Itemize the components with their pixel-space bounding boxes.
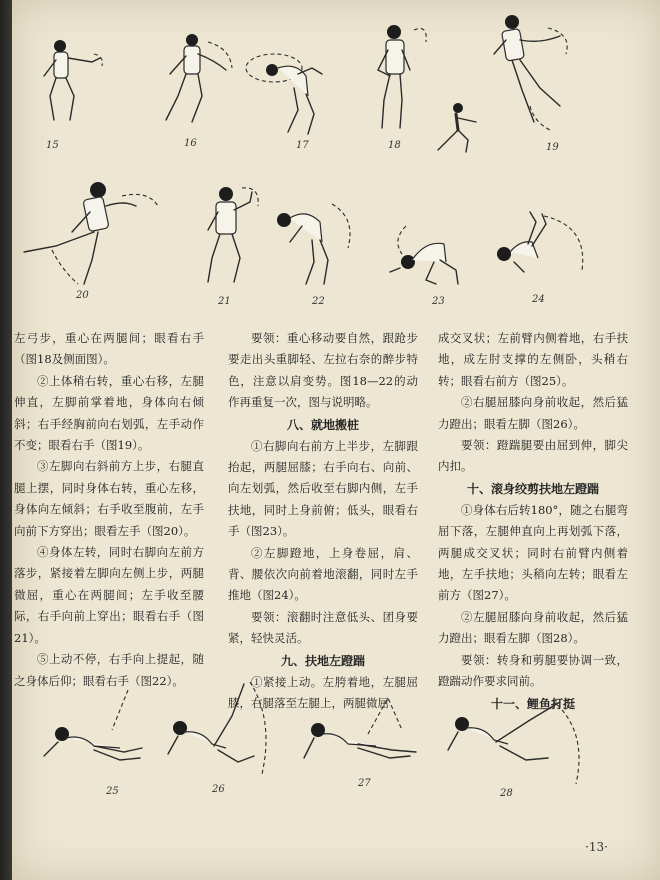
paragraph: ④身体左转，同时右脚向左前方落步，紧接着左脚向左侧上步，两腿微屈，重心在两腿间；左手收至腰际，右手向前上穿出；眼看右手（图21）。 [14,545,204,645]
figure-label: 16 [184,138,197,149]
page-number: ·13· [585,840,608,854]
figure-23 [382,210,482,310]
figure-label: 23 [432,296,445,307]
figure-label: 15 [46,140,59,151]
section-heading: 十、滚身绞剪扶地左蹬踹 [466,481,599,496]
figure-18 [362,20,442,154]
figure-label: 27 [358,778,371,789]
figure-20 [12,176,172,306]
figure-25 [32,690,162,800]
figure-16 [152,30,242,154]
paragraph: 要领：重心移动要自然，跟跄步要走出头重脚轻、左拉右奈的醉步特色，注意以肩变势。图18—22的动作再重复一次，图与说明略。 [228,331,418,410]
section-heading: 十一、鲤鱼打挺 [490,696,575,711]
figure-27 [298,694,428,800]
paragraph: ②右腿屈膝向身前收起，然后猛力蹬出；眼看左脚（图26）。 [438,395,628,431]
text-column-right [438,328,628,715]
figure-label: 19 [546,142,559,153]
paragraph: ⑤上动不停，右手向上提起，随之身体后仰；眼看右手（图22）。 [14,652,204,688]
text-column-middle [228,328,418,715]
figure-label: 21 [218,296,231,307]
paragraph: ①身体右后转180°，随之右腿弯屈下落，左腿伸直向上再划弧下落，两腿成交叉状；同时右前臂内侧着地，左手扶地；头稍向左转；眼看左前方（图27）。 [438,502,628,603]
section-heading: 九、扶地左蹬踹 [280,653,365,668]
book-page [12,0,660,880]
paragraph: 左弓步，重心在两腿间；眼看右手（图18及侧面图）。 [14,331,204,367]
paragraph: 要领：转身和剪腿要协调一致，蹬踹动作要求同前。 [438,652,628,689]
figure-21 [190,182,270,308]
figure-17 [242,48,342,154]
paragraph: ③左脚向右斜前方上步，右腿直腿上摆，同时身体右转，重心左移，身体向左倾斜；右手收至腹前，左手向前下方穿出；眼看左手（图20）。 [14,459,204,538]
figure-label: 24 [532,294,545,305]
paragraph: ②左腿屈膝向身前收起，然后猛力蹬出；眼看左脚（图28）。 [438,609,628,646]
paragraph: ②左脚蹬地，上身卷屈，肩、背、腰依次向前着地滚翻，同时左手推地（图24）。 [228,545,418,603]
figure-label: 17 [296,140,309,151]
figure-label: 26 [212,784,225,795]
paragraph: ①右脚向右前方上半步，左脚跟抬起，两腿屈膝；右手向右、向前、向左划弧，然后收至右脚内侧，左手扶地，同时上身前俯；低头，眼看右手（图23）。 [228,438,418,539]
text-column-left [14,328,204,692]
figure-15 [34,36,124,154]
figure-18-side-view [432,100,492,160]
paragraph: 要领：蹬踹腿要由屈到伸，脚尖内扣。 [438,438,628,474]
figure-22 [262,196,362,308]
book-gutter [0,0,12,880]
figure-label: 20 [76,290,89,301]
figure-label: 25 [106,786,119,797]
figure-label: 18 [388,140,401,151]
paragraph: 要领：滚翻时注意低头、团身要紧，轻快灵活。 [228,609,418,646]
paragraph: ②上体稍右转，重心右移，左腿伸直，左脚前掌着地，身体向右倾斜；右手经胸前向右划弧，左手动作不变；眼看右手（图19）。 [14,373,204,453]
figure-19 [490,10,586,158]
paragraph: ①紧接上动。左胯着地，左腿屈膝，右腿落至左腿上，两腿微屈 [228,674,418,711]
paragraph: 成交叉状；左前臂内侧着地，右手扶地，成左肘支撑的左侧卧，头稍右转；眼看右前方（图25）。 [438,331,628,388]
figure-label: 22 [312,296,325,307]
figure-24 [484,206,604,310]
figure-label: 28 [500,788,513,799]
figure-28 [440,690,600,806]
figure-26 [162,676,292,800]
section-heading: 八、就地搬桩 [286,417,359,432]
